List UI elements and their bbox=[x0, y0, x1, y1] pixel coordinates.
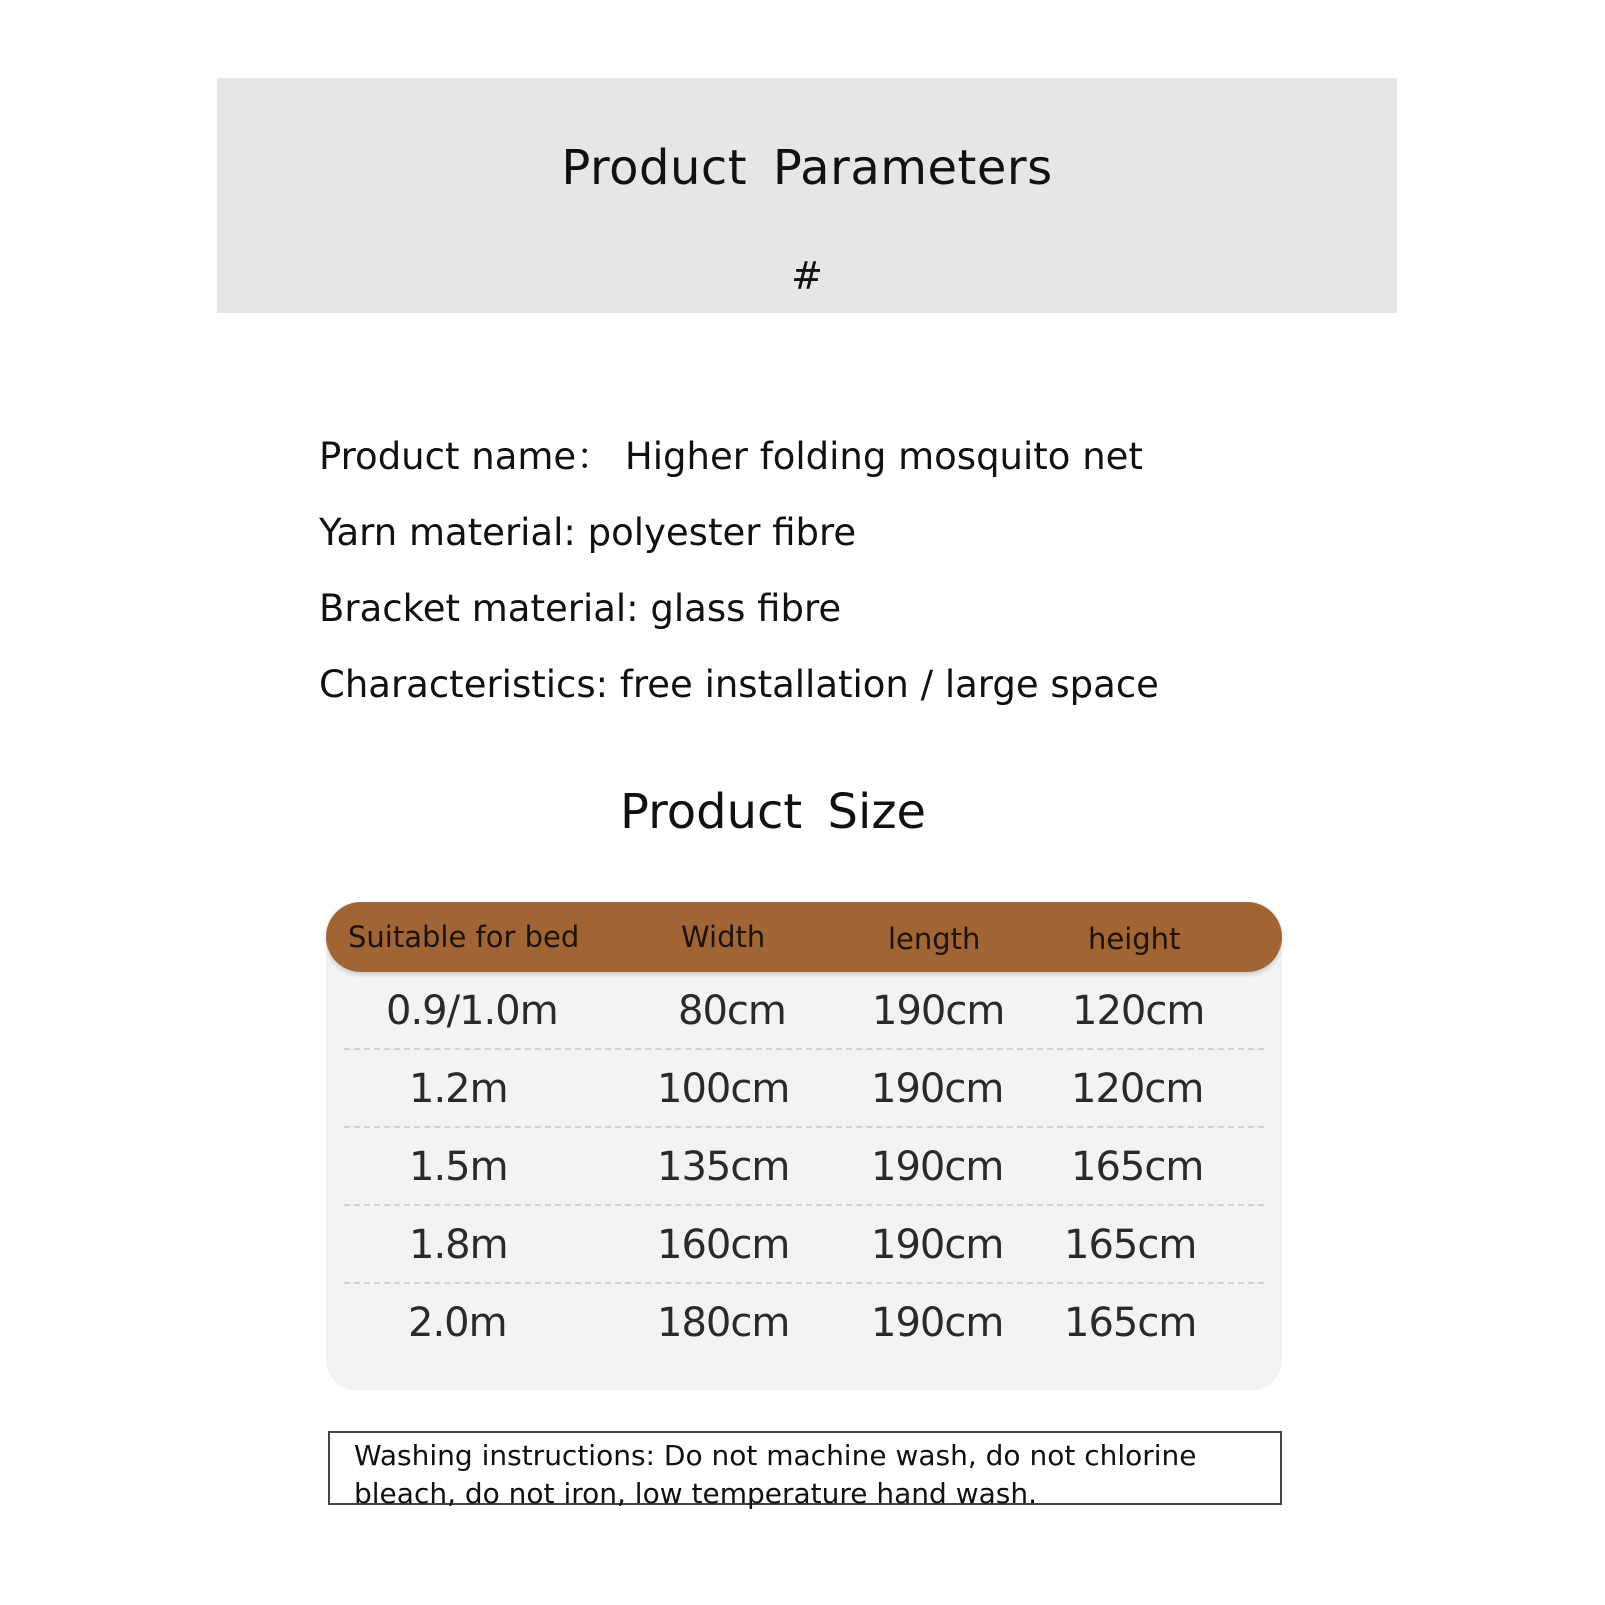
header-height: height bbox=[1088, 922, 1181, 956]
param-characteristics: Characteristics: free installation / large space bbox=[319, 663, 1159, 706]
size-section-title: Product Size bbox=[620, 784, 927, 840]
table-row bbox=[326, 1206, 1282, 1284]
cell-height: 165cm bbox=[1064, 1300, 1197, 1346]
cell-bed: 1.2m bbox=[409, 1066, 508, 1112]
hash-mark: # bbox=[791, 254, 823, 298]
cell-width: 180cm bbox=[657, 1300, 790, 1346]
cell-width: 100cm bbox=[657, 1066, 790, 1112]
cell-height: 165cm bbox=[1064, 1222, 1197, 1268]
washing-instructions: Washing instructions: Do not machine wash, do not chlorine bleach, do not iron, low temperature hand wash. bbox=[328, 1431, 1282, 1505]
cell-length: 190cm bbox=[871, 1300, 1004, 1346]
cell-bed: 0.9/1.0m bbox=[386, 988, 558, 1034]
parameter-list bbox=[319, 432, 1319, 736]
cell-length: 190cm bbox=[871, 1222, 1004, 1268]
param-product-name: Product name： Higher folding mosquito net bbox=[319, 435, 1143, 478]
cell-bed: 1.8m bbox=[409, 1222, 508, 1268]
table-row bbox=[326, 972, 1282, 1050]
cell-length: 190cm bbox=[871, 1144, 1004, 1190]
cell-width: 135cm bbox=[657, 1144, 790, 1190]
header-bed: Suitable for bed bbox=[348, 920, 580, 954]
table-row bbox=[326, 1128, 1282, 1206]
table-row bbox=[326, 1284, 1282, 1362]
cell-length: 190cm bbox=[871, 1066, 1004, 1112]
page-title: Product Parameters bbox=[561, 140, 1053, 196]
param-bracket-material: Bracket material: glass fibre bbox=[319, 587, 842, 630]
header-length: length bbox=[888, 922, 981, 956]
header-width: Width bbox=[681, 920, 766, 954]
cell-height: 120cm bbox=[1072, 988, 1205, 1034]
cell-height: 120cm bbox=[1071, 1066, 1204, 1112]
cell-width: 80cm bbox=[678, 988, 786, 1034]
cell-height: 165cm bbox=[1071, 1144, 1204, 1190]
cell-length: 190cm bbox=[872, 988, 1005, 1034]
cell-width: 160cm bbox=[657, 1222, 790, 1268]
header-band bbox=[217, 78, 1397, 313]
size-table-header bbox=[326, 902, 1282, 972]
size-table bbox=[326, 902, 1282, 1390]
table-row bbox=[326, 1050, 1282, 1128]
param-yarn-material: Yarn material: polyester fibre bbox=[319, 511, 857, 554]
cell-bed: 2.0m bbox=[408, 1300, 507, 1346]
cell-bed: 1.5m bbox=[409, 1144, 508, 1190]
